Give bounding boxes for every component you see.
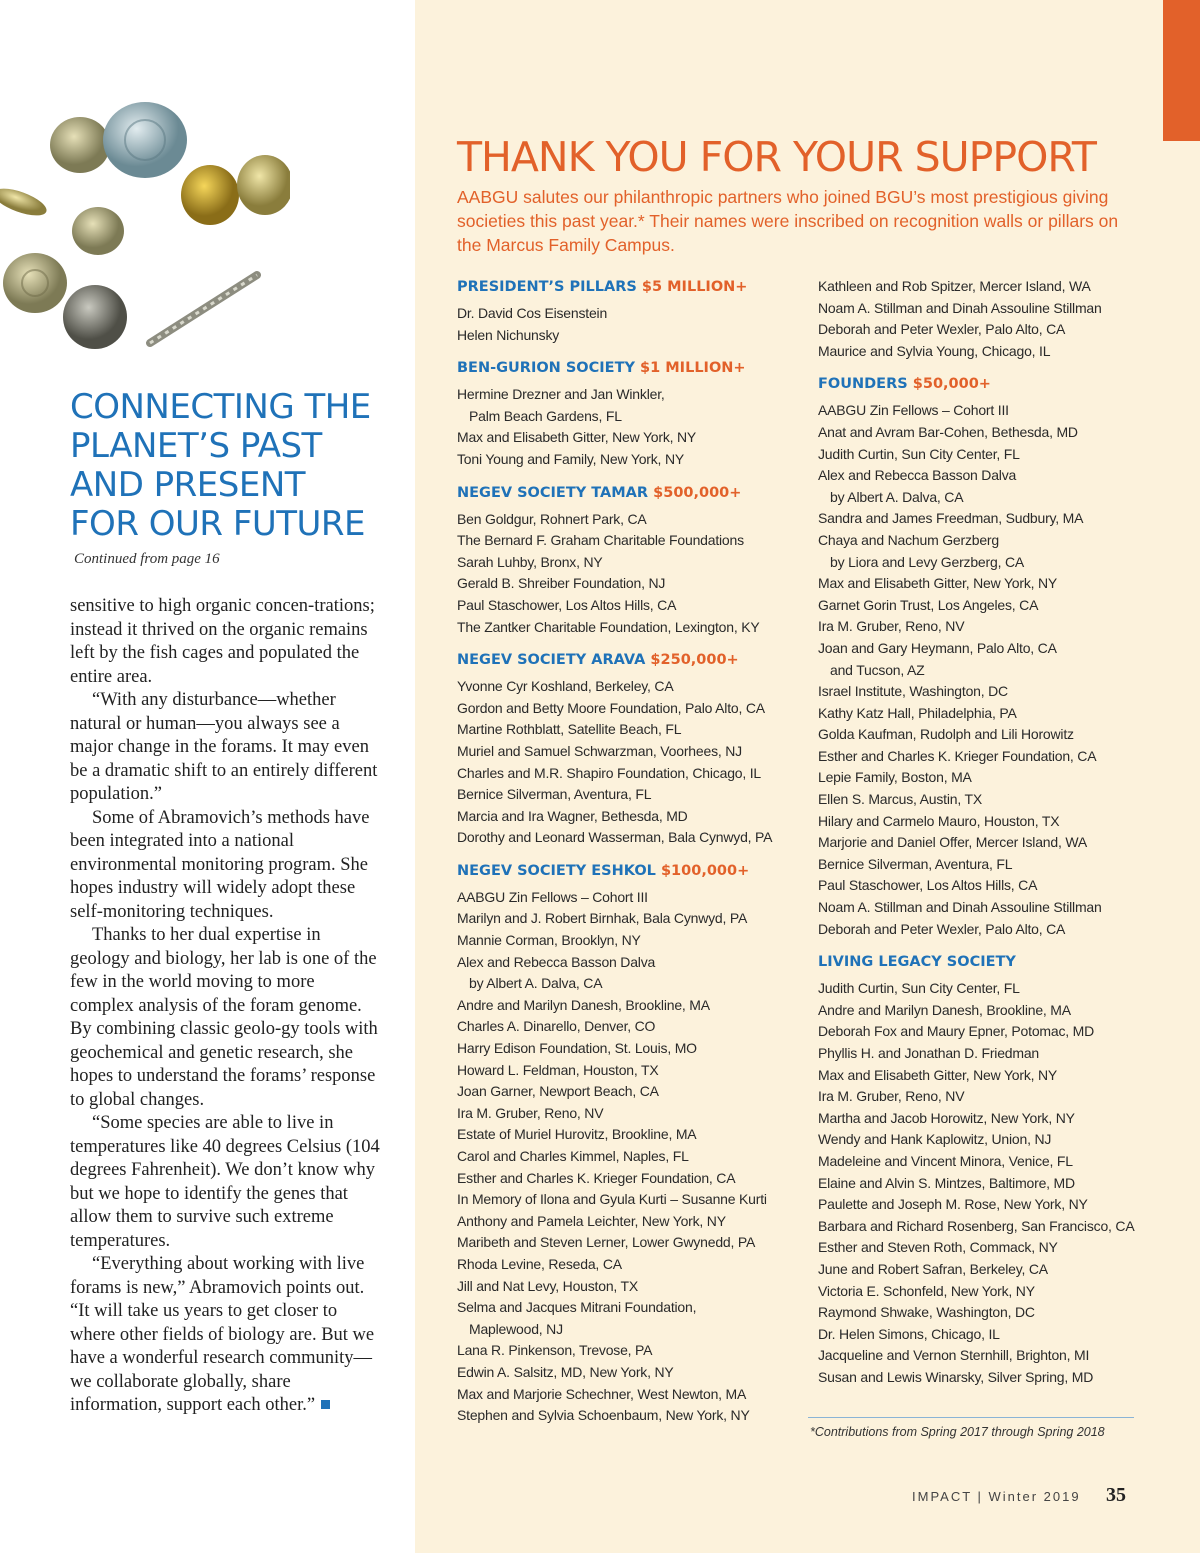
donor-name: Jacqueline and Vernon Sternhill, Brighton, MI xyxy=(818,1347,1090,1364)
article-paragraph: Thanks to her dual expertise in geology and biology, her lab is one of the few in the world moving to more complex analysis of the foram genome. By combining classic geolo-gy tools with geochemical and genetic research, she hopes to understand the forams’ response to global changes. xyxy=(70,925,378,1110)
donor-name: Carol and Charles Kimmel, Naples, FL xyxy=(457,1148,689,1164)
donor-name: Rhoda Levine, Reseda, CA xyxy=(457,1255,622,1272)
society-heading xyxy=(457,276,802,298)
donor-name: Palm Beach Gardens, FL xyxy=(469,407,622,424)
society-name: NEGEV SOCIETY TAMAR xyxy=(457,484,649,501)
donor-name: Wendy and Hank Kaplowitz, Union, NJ xyxy=(818,1131,1052,1148)
donor-name: Jill and Nat Levy, Houston, TX xyxy=(457,1277,639,1294)
donor-name: Max and Marjorie Schechner, West Newton, MA xyxy=(457,1385,747,1402)
society-heading xyxy=(457,357,802,379)
donor-name: Joan and Gary Heymann, Palo Alto, CA xyxy=(818,639,1057,656)
donor-name: Max and Elisabeth Gitter, New York, NY xyxy=(818,575,1058,592)
donor-name: Barbara and Richard Rosenberg, San Francisco, CA xyxy=(818,1217,1135,1234)
donor-name: In Memory of Ilona and Gyula Kurti – Susanne Kurti xyxy=(457,1191,767,1208)
donor-name: Martine Rothblatt, Satellite Beach, FL xyxy=(457,721,682,738)
donor-name: Judith Curtin, Sun City Center, FL xyxy=(818,980,1020,997)
donor-name: Hermine Drezner and Jan Winkler, xyxy=(457,386,665,403)
donor-name: Marcia and Ira Wagner, Bethesda, MD xyxy=(457,807,688,824)
donor-name: Ben Goldgur, Rohnert Park, CA xyxy=(457,510,647,527)
donor-name: Deborah and Peter Wexler, Palo Alto, CA xyxy=(818,321,1066,338)
donor-name: Esther and Charles K. Krieger Foundation, CA xyxy=(457,1169,736,1186)
donor-name: Dr. David Cos Eisenstein xyxy=(457,305,608,321)
giving-society-section xyxy=(457,357,802,470)
donor-name: by Albert A. Dalva, CA xyxy=(469,975,603,992)
article-paragraph: “With any disturbance—whether natural or human—you always see a major change in the forams. It may even be a dramatic shift to an entirely different population.” xyxy=(70,690,378,804)
donor-name: by Albert A. Dalva, CA xyxy=(830,488,964,505)
donor-name: Kathleen and Rob Spitzer, Mercer Island, WA xyxy=(818,278,1091,294)
donor-name: AABGU Zin Fellows – Cohort III xyxy=(818,402,1009,419)
donor-name: Marilyn and J. Robert Birnhak, Bala Cynwyd, PA xyxy=(457,910,748,927)
donor-name: Noam A. Stillman and Dinah Assouline Stillman xyxy=(818,899,1102,916)
article-headline xyxy=(70,388,400,544)
donor-name: Elaine and Alvin S. Mintzes, Baltimore, MD xyxy=(818,1174,1075,1191)
donor-name: Andre and Marilyn Danesh, Brookline, MA xyxy=(818,1001,1071,1018)
donor-name: Dr. Helen Simons, Chicago, IL xyxy=(818,1325,1000,1342)
donor-name: Ellen S. Marcus, Austin, TX xyxy=(818,791,982,808)
donor-name: Selma and Jacques Mitrani Foundation, xyxy=(457,1299,697,1316)
donor-name: Hilary and Carmelo Mauro, Houston, TX xyxy=(818,812,1060,829)
society-heading xyxy=(818,951,1163,973)
donor-name: AABGU Zin Fellows – Cohort III xyxy=(457,888,648,905)
end-mark-icon xyxy=(321,1400,330,1409)
footnote-divider xyxy=(808,1417,1134,1418)
donor-name: Joan Garner, Newport Beach, CA xyxy=(457,1083,659,1100)
giving-society-section xyxy=(818,373,1163,940)
donor-name: Lana R. Pinkenson, Trevose, PA xyxy=(457,1342,653,1359)
society-name: BEN-GURION SOCIETY xyxy=(457,360,635,377)
donor-name: Helen Nichunsky xyxy=(457,326,560,343)
society-amount: $1 MILLION+ xyxy=(640,360,746,377)
donor-name: Noam A. Stillman and Dinah Assouline Stillman xyxy=(818,299,1102,316)
society-amount: $100,000+ xyxy=(660,862,750,879)
donor-name: Alex and Rebecca Basson Dalva xyxy=(818,467,1017,484)
continued-donor-list xyxy=(818,276,1163,362)
donor-name: Andre and Marilyn Danesh, Brookline, MA xyxy=(457,996,710,1013)
donor-name: Gerald B. Shreiber Foundation, NJ xyxy=(457,575,666,592)
donor-name: Maurice and Sylvia Young, Chicago, IL xyxy=(818,342,1051,359)
donor-name: Max and Elisabeth Gitter, New York, NY xyxy=(457,429,697,446)
donor-name: Howard L. Feldman, Houston, TX xyxy=(457,1061,659,1078)
donor-name: Victoria E. Schonfeld, New York, NY xyxy=(818,1282,1035,1299)
footnote: *Contributions from Spring 2017 through Spring 2018 xyxy=(810,1425,1105,1439)
society-heading xyxy=(457,860,802,882)
page-number: 35 xyxy=(1106,1484,1126,1506)
donor-name: Stephen and Sylvia Schoenbaum, New York, NY xyxy=(457,1407,750,1424)
donor-name: Ira M. Gruber, Reno, NV xyxy=(457,1104,604,1121)
headline-line-2: PLANET’S PAST xyxy=(70,426,322,466)
donor-name: Susan and Lewis Winarsky, Silver Spring, MD xyxy=(818,1368,1094,1385)
donor-name: Ira M. Gruber, Reno, NV xyxy=(818,618,965,635)
donor-name: Sarah Luhby, Bronx, NY xyxy=(457,553,603,570)
donor-name: Mannie Corman, Brooklyn, NY xyxy=(457,932,641,949)
society-name: FOUNDERS xyxy=(818,376,908,393)
donor-name: Charles A. Dinarello, Denver, CO xyxy=(457,1018,656,1035)
left-article-column xyxy=(0,0,415,1553)
donor-name: Esther and Steven Roth, Commack, NY xyxy=(818,1239,1058,1256)
donor-name: The Zantker Charitable Foundation, Lexington, KY xyxy=(457,618,760,635)
donor-name: Raymond Shwake, Washington, DC xyxy=(818,1304,1035,1321)
donor-name: Muriel and Samuel Schwarzman, Voorhees, NJ xyxy=(457,742,742,759)
continued-note: Continued from page 16 xyxy=(74,551,220,567)
donor-name: Madeleine and Vincent Minora, Venice, FL xyxy=(818,1152,1073,1169)
donor-name: Edwin A. Salsitz, MD, New York, NY xyxy=(457,1363,674,1380)
donor-name: Yvonne Cyr Koshland, Berkeley, CA xyxy=(457,678,674,695)
society-name: NEGEV SOCIETY ESHKOL xyxy=(457,862,656,879)
article-body xyxy=(70,595,380,1418)
article-paragraph: “Some species are able to live in temperatures like 40 degrees Celsius (104 degrees Fahrenheit). We don’t know why but we hope to identify the genes that allow them to survive such extreme temperatures. xyxy=(70,1113,380,1251)
giving-society-section xyxy=(457,860,802,1427)
donor-name: and Tucson, AZ xyxy=(830,661,925,678)
donor-name: Israel Institute, Washington, DC xyxy=(818,683,1008,700)
article-paragraph: sensitive to high organic concen-trations; instead it thrived on the organic remains left by the fish cages and populated the entire area. xyxy=(70,596,375,687)
donor-name: Ira M. Gruber, Reno, NV xyxy=(818,1088,965,1105)
society-name: NEGEV SOCIETY ARAVA xyxy=(457,652,646,669)
donor-name: Alex and Rebecca Basson Dalva xyxy=(457,953,656,970)
giving-society-section xyxy=(457,482,802,639)
donor-name: Paul Staschower, Los Altos Hills, CA xyxy=(457,596,677,613)
donor-name: Maplewood, NJ xyxy=(469,1320,563,1337)
donor-column-2 xyxy=(818,276,1163,1400)
donor-name: Anthony and Pamela Leichter, New York, NY xyxy=(457,1212,726,1229)
society-amount: $250,000+ xyxy=(650,652,739,669)
donor-name: June and Robert Safran, Berkeley, CA xyxy=(818,1260,1048,1277)
page-tab-marker xyxy=(1163,0,1200,141)
donor-name: Estate of Muriel Hurovitz, Brookline, MA xyxy=(457,1126,697,1143)
giving-society-section xyxy=(457,276,802,346)
donor-name: Marjorie and Daniel Offer, Mercer Island, WA xyxy=(818,834,1087,851)
donor-name: Paulette and Joseph M. Rose, New York, NY xyxy=(818,1196,1088,1213)
donor-name: Dorothy and Leonard Wasserman, Bala Cynwyd, PA xyxy=(457,829,773,846)
thank-you-title: THANK YOU FOR YOUR SUPPORT xyxy=(457,133,1096,181)
headline-line-1: CONNECTING THE xyxy=(70,387,371,427)
donor-name: Kathy Katz Hall, Philadelphia, PA xyxy=(818,704,1017,721)
publication-footer: IMPACT | Winter 2019 xyxy=(912,1489,1081,1504)
donor-name: Golda Kaufman, Rudolph and Lili Horowitz xyxy=(818,726,1074,743)
donor-name: Sandra and James Freedman, Sudbury, MA xyxy=(818,510,1084,527)
society-heading xyxy=(818,373,1163,395)
donor-name: Chaya and Nachum Gerzberg xyxy=(818,531,999,548)
donor-name: Maribeth and Steven Lerner, Lower Gwynedd, PA xyxy=(457,1234,756,1251)
society-name: PRESIDENT’S PILLARS xyxy=(457,279,637,295)
donor-name: Harry Edison Foundation, St. Louis, MO xyxy=(457,1040,697,1057)
society-amount: $500,000+ xyxy=(653,484,742,501)
donor-name: Toni Young and Family, New York, NY xyxy=(457,450,684,467)
article-paragraph-text: “Everything about working with live forams is new,” Abramovich points out. “It will take us years to get closer to where other fields of biology are. But we have a wonderful research community—we collaborate globally, share information, support each other.” xyxy=(70,1254,375,1415)
donor-name: The Bernard F. Graham Charitable Foundations xyxy=(457,532,744,549)
donor-name: by Liora and Levy Gerzberg, CA xyxy=(830,553,1024,570)
giving-society-section xyxy=(457,649,802,849)
headline-line-4: FOR OUR FUTURE xyxy=(70,504,366,544)
donor-name: Paul Staschower, Los Altos Hills, CA xyxy=(818,877,1038,894)
donor-name: Bernice Silverman, Aventura, FL xyxy=(457,786,652,803)
donor-name: Garnet Gorin Trust, Los Angeles, CA xyxy=(818,596,1039,613)
donor-name: Bernice Silverman, Aventura, FL xyxy=(818,855,1013,872)
donor-name: Gordon and Betty Moore Foundation, Palo Alto, CA xyxy=(457,699,765,716)
giving-society-section xyxy=(818,951,1163,1388)
society-heading xyxy=(457,482,802,504)
society-name: LIVING LEGACY SOCIETY xyxy=(818,954,1016,971)
society-heading xyxy=(457,649,802,671)
foraminifera-fossils-illustration xyxy=(0,100,290,370)
donor-name: Phyllis H. and Jonathan D. Friedman xyxy=(818,1045,1039,1061)
donor-name: Anat and Avram Bar-Cohen, Bethesda, MD xyxy=(818,423,1078,440)
headline-line-3: AND PRESENT xyxy=(70,465,306,505)
society-amount: $5 MILLION+ xyxy=(641,279,748,295)
article-paragraph: Some of Abramovich’s methods have been integrated into a national environmental monitoring program. She hopes industry will widely adopt these self-monitoring techniques. xyxy=(70,807,370,922)
donor-name: Lepie Family, Boston, MA xyxy=(818,769,972,786)
society-amount: $50,000+ xyxy=(912,376,991,393)
donor-name: Judith Curtin, Sun City Center, FL xyxy=(818,445,1020,462)
article-paragraph xyxy=(70,1253,380,1418)
donor-name: Charles and M.R. Shapiro Foundation, Chicago, IL xyxy=(457,764,762,781)
intro-text: AABGU salutes our philanthropic partners who joined BGU’s most prestigious giving societies this past year.* Their names were inscribed on recognition walls or pillars on the Marcus Family Campus. xyxy=(457,187,1119,255)
donor-name: Deborah Fox and Maury Epner, Potomac, MD xyxy=(818,1023,1095,1040)
donor-name: Deborah and Peter Wexler, Palo Alto, CA xyxy=(818,920,1066,937)
donor-name: Esther and Charles K. Krieger Foundation, CA xyxy=(818,747,1097,764)
donor-name: Martha and Jacob Horowitz, New York, NY xyxy=(818,1109,1075,1126)
donor-name: Max and Elisabeth Gitter, New York, NY xyxy=(818,1066,1058,1083)
donor-column-1 xyxy=(457,276,802,1438)
